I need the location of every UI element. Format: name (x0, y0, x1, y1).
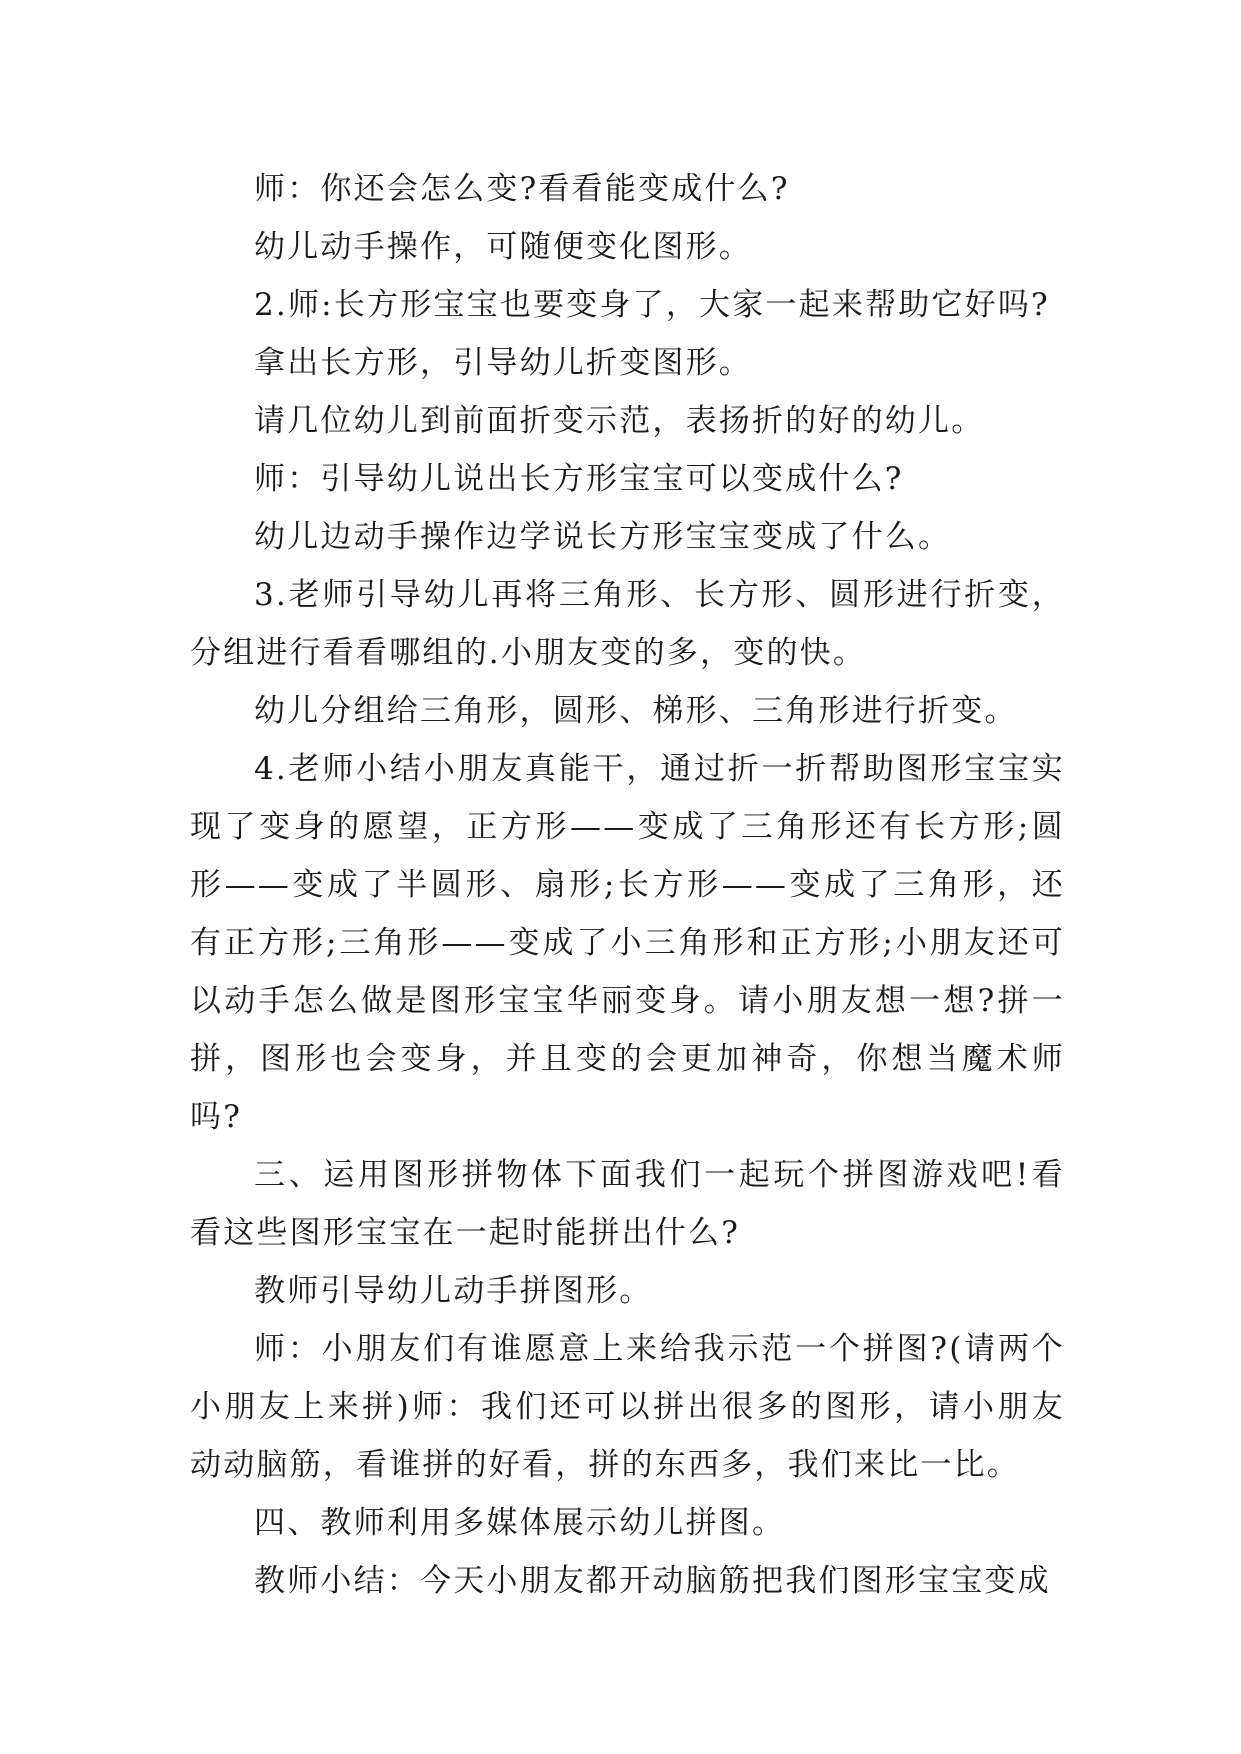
paragraph-12: 教师引导幼儿动手拼图形。 (254, 1273, 653, 1309)
paragraph-7: 幼儿边动手操作边学说长方形宝宝变成了什么。 (254, 519, 952, 555)
paragraph-3: 2.师:长方形宝宝也要变身了，大家一起来帮助它好吗? (254, 287, 1050, 323)
paragraph-6: 师：引导幼儿说出长方形宝宝可以变成什么? (254, 461, 904, 497)
paragraph-11: 三、运用图形拼物体下面我们一起玩个拼图游戏吧!看看这些图形宝宝在一起时能拼出什么? (190, 1157, 1065, 1251)
paragraph-15: 教师小结：今天小朋友都开动脑筋把我们图形宝宝变成 (254, 1563, 1051, 1599)
paragraph-1: 师：你还会怎么变?看看能变成什么? (254, 171, 790, 207)
paragraph-14: 四、教师利用多媒体展示幼儿拼图。 (254, 1505, 786, 1541)
paragraph-2: 幼儿动手操作，可随便变化图形。 (254, 229, 752, 265)
paragraph-10: 4.老师小结小朋友真能干，通过折一折帮助图形宝宝实现了变身的愿望，正方形——变成了三角形还有长方形;圆形——变成了半圆形、扇形;长方形——变成了三角形，还有正方形;三角形——变成了小三角形和正方形;小朋友还可以动手怎么做是图形宝宝华丽变身。请小朋友想一想?拼一拼，图形也会变身，并且变的会更加神奇，你想当魔术师吗? (190, 751, 1065, 1135)
paragraph-9: 幼儿分组给三角形，圆形、梯形、三角形进行折变。 (254, 693, 1018, 729)
paragraph-8: 3.老师引导幼儿再将三角形、长方形、圆形进行折变，分组进行看看哪组的.小朋友变的多，变的快。 (190, 577, 1065, 671)
paragraph-5: 请几位幼儿到前面折变示范，表扬折的好的幼儿。 (254, 403, 985, 439)
paragraph-13: 师：小朋友们有谁愿意上来给我示范一个拼图?(请两个小朋友上来拼)师：我们还可以拼出很多的图形，请小朋友动动脑筋，看谁拼的好看，拼的东西多，我们来比一比。 (190, 1331, 1065, 1483)
document-body (190, 160, 1065, 1610)
paragraph-4: 拿出长方形，引导幼儿折变图形。 (254, 345, 752, 381)
